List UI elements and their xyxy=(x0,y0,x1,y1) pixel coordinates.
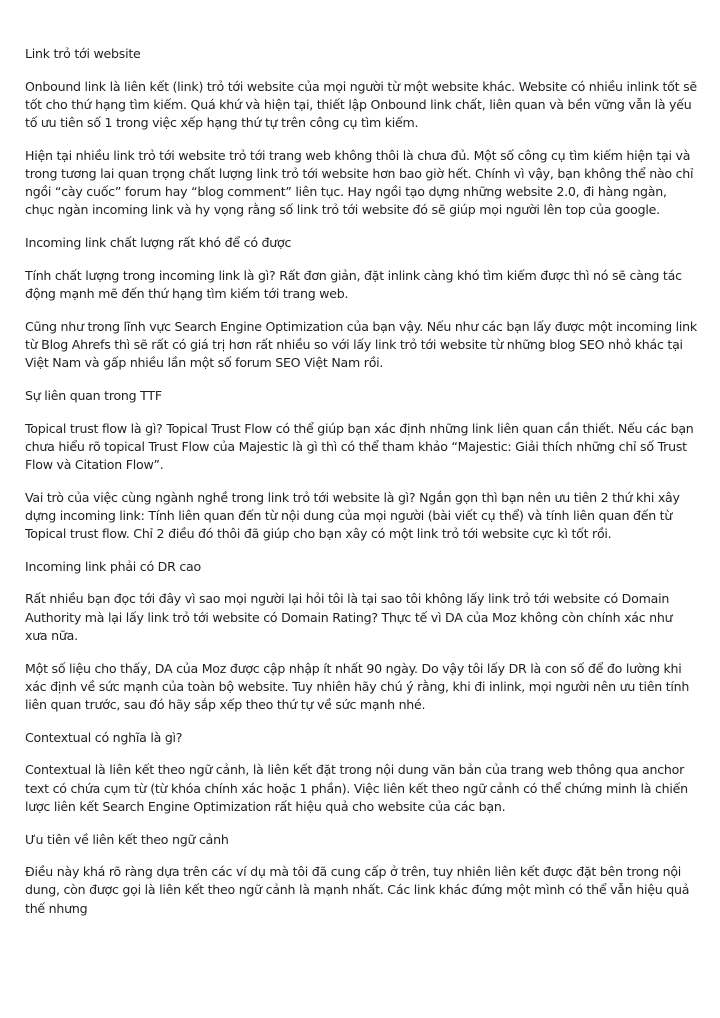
document-body xyxy=(25,45,697,932)
paragraph-vai-tro-cung-nganh-nghe: Vai trò của việc cùng ngành nghề trong link trỏ tới website là gì? Ngắn gọn thì bạn nên ưu tiên 2 thứ khi xây dựng incoming link: Tính liên quan đến từ nội dung của mọi người (bài viết cụ thể) và tính liên quan đến từ Topical trust flow. Chỉ 2 điều đó thôi đã giúp cho bạn xây có một link trỏ tới website cực kì tốt rồi. xyxy=(25,489,680,542)
paragraph-tinh-chat-luong: Tính chất lượng trong incoming link là gì? Rất đơn giản, đặt inlink càng khó tìm kiếm được thì nó sẽ càng tác động mạnh mẽ đến thứ hạng tìm kiếm tới trang web. xyxy=(25,267,682,302)
paragraph-dieu-nay-kha-ro-rang: Điều này khá rõ ràng dựa trên các ví dụ mà tôi đã cung cấp ở trên, tuy nhiên liên kết được đặt bên trong nội dung, còn được gọi là liên kết theo ngữ cảnh là mạnh nhất. Các link khác đứng một mình có thể vẫn hiệu quả thế nhưng xyxy=(25,864,690,916)
paragraph-contextual-la-lien-ket: Contextual là liên kết theo ngữ cảnh, là liên kết đặt trong nội dung văn bản của trang web thông qua anchor text có chứa cụm từ (từ khóa chính xác hoặc 1 phần). Việc liên kết theo ngữ cảnh có thể chứng minh là chiến lược liên kết Search Engine Optimization rất hiệu quả cho website của các bạn. xyxy=(25,762,688,814)
section-heading-dr-cao: Incoming link phải có DR cao xyxy=(25,558,201,574)
section-heading-link-tro-toi-website: Link trỏ tới website xyxy=(25,46,141,61)
paragraph-cung-nhu-trong-linh-vuc: Cũng như trong lĩnh vực Search Engine Optimization của bạn vậy. Nếu như các bạn lấy được một incoming link từ Blog Ahrefs thì sẽ rất có giá trị hơn rất nhiều so với lấy link trỏ tới website từ những blog SEO nhỏ khác tại Việt Nam và gấp nhiều lần một số forum SEO Việt Nam rồi. xyxy=(25,318,697,371)
paragraph-hien-tai-nhieu-link: Hiện tại nhiều link trỏ tới website trỏ tới trang web không thôi là chưa đủ. Một số công cụ tìm kiếm hiện tại và trong tương lai quan trọng chất lượng link trỏ tới website hơn bao giờ hết. Chính vì vậy, bạn không thể nào chỉ ngồi “cày cuốc” forum hay “blog comment” liên tục. Hay ngồi tạo dựng những website 2.0, đi hàng ngàn, chục ngàn incoming link và hy vọng rằng số link trỏ tới website đó sẽ giúp mọi người lên top của google. xyxy=(25,147,694,218)
section-heading-contextual: Contextual có nghĩa là gì? xyxy=(25,729,183,745)
paragraph-onbound-link: Onbound link là liên kết (link) trỏ tới website của mọi người từ một website khác. Website có nhiều inlink tốt sẽ tốt cho thứ hạng tìm kiếm. Quá khứ và hiện tại, thiết lập Onbound link chất, liên quan và bền vững vẫn là yếu tố ưu tiên số 1 trong việc xếp hạng thứ tự trên công cụ tìm kiếm. xyxy=(25,78,697,131)
paragraph-mot-so-lieu: Một số liệu cho thấy, DA của Moz được cập nhập ít nhất 90 ngày. Do vậy tôi lấy DR là con số để đo lường khi xác định về sức mạnh của toàn bộ website. Tuy nhiên hãy chú ý rằng, khi đi inlink, mọi người nên ưu tiên tính liên quan trước, sau đó hãy sắp xếp theo thứ tự về sức mạnh nhé. xyxy=(25,660,690,712)
section-heading-su-lien-quan-ttf: Sự liên quan trong TTF xyxy=(25,387,162,403)
paragraph-rat-nhieu-ban-doc: Rất nhiều bạn đọc tới đây vì sao mọi người lại hỏi tôi là tại sao tôi không lấy link trỏ tới website có Domain Authority mà lại lấy link trỏ tới website có Domain Rating? Thực tế vì DA của Moz không còn chính xác như xưa nữa. xyxy=(25,591,673,643)
section-heading-incoming-link-chat-luong: Incoming link chất lượng rất khó để có được xyxy=(25,235,292,251)
paragraph-topical-trust-flow: Topical trust flow là gì? Topical Trust Flow có thể giúp bạn xác định những link liên quan cần thiết. Nếu các bạn chưa hiểu rõ topical Trust Flow của Majestic là gì thì có thể tham khảo “Majestic: Giải thích những chỉ số Trust Flow và Citation Flow”. xyxy=(25,420,694,472)
section-heading-uu-tien-ngu-canh: Ưu tiên về liên kết theo ngữ cảnh xyxy=(25,831,229,847)
